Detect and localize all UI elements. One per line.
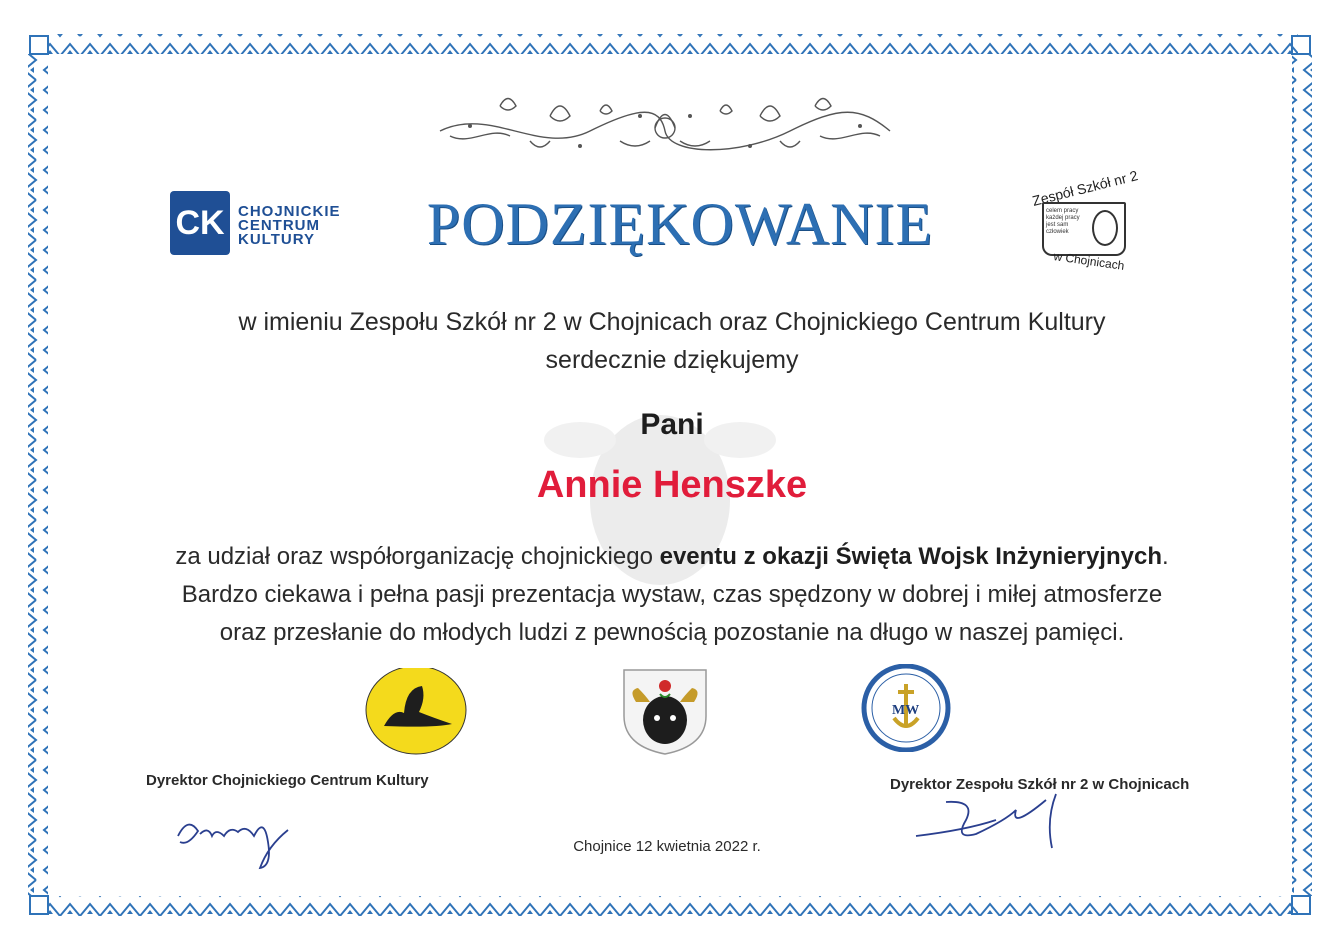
signature-right <box>906 790 1076 850</box>
signature-left <box>168 806 308 876</box>
signature-right-label: Dyrektor Zespołu Szkół nr 2 w Chojnicach <box>890 776 1190 793</box>
intro-line-2: serdecznie dziękujemy <box>545 346 799 374</box>
body-paragraph <box>90 538 1254 652</box>
body-bold: eventu z okazji Święta Wojsk Inżynieryjnych <box>659 543 1162 570</box>
ck-logo-mark: CK <box>170 191 230 255</box>
bull-coat-of-arms <box>622 668 708 756</box>
emblem-icon <box>1092 210 1118 246</box>
body-part-1: za udział oraz współorganizację chojnickiego <box>175 543 660 570</box>
body-line-2: Bardzo ciekawa i pełna pasji prezentacja wystaw, czas spędzony w dobrej i miłej atmosferze <box>181 581 1163 608</box>
school-logo-bottom: w Chojnicach <box>1052 249 1126 273</box>
body-line-1 <box>90 538 1254 576</box>
ck-logo-line1: CHOJNICKIE <box>238 203 341 220</box>
floral-ornament <box>430 86 900 166</box>
school-logo <box>1018 160 1154 280</box>
body-part-2: . <box>1161 543 1169 570</box>
ck-logo <box>170 191 340 257</box>
school-logo-top: Zespół Szkół nr 2 <box>1030 167 1140 209</box>
date-line: Chojnice 12 kwietnia 2022 r. <box>573 838 761 855</box>
mw-logo <box>860 664 952 752</box>
honorific: Pani <box>640 408 704 441</box>
body-line-3: oraz przesłanie do młodych ludzi z pewnością pozostanie na długo w naszej pamięci. <box>219 619 1125 646</box>
signature-left-label: Dyrektor Chojnickiego Centrum Kultury <box>146 772 429 789</box>
mw-logo-text: MW <box>892 703 920 718</box>
intro-line-1: w imieniu Zespołu Szkół nr 2 w Chojnicach oraz Chojnickiego Centrum Kultury <box>238 308 1106 336</box>
recipient-name: Annie Henszke <box>536 464 808 506</box>
page-title: PODZIĘKOWANIE <box>426 191 934 257</box>
book-icon <box>1042 202 1126 256</box>
ck-logo-line3: KULTURY <box>238 231 315 248</box>
school-logo-book-text: celem pracy każdej pracy jest sam człowiek <box>1046 208 1080 235</box>
sappers-association-logo <box>364 668 474 758</box>
ck-logo-line2: CENTRUM <box>238 217 320 234</box>
